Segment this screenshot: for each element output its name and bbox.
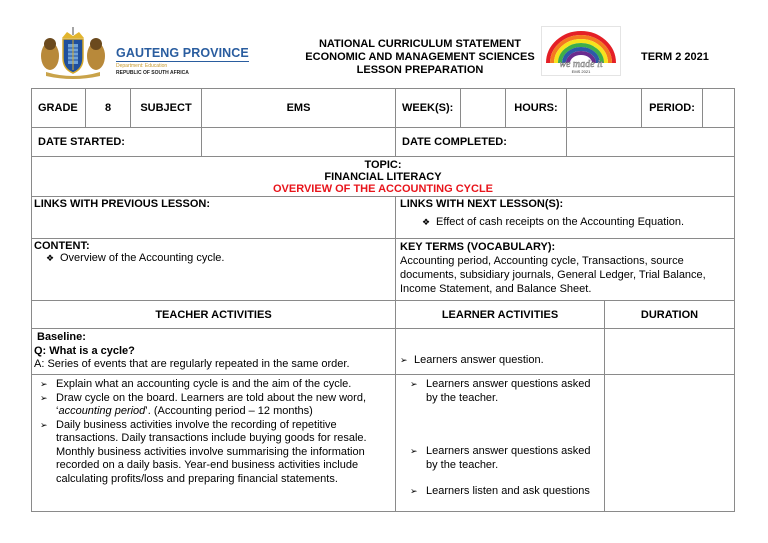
- coat-of-arms-icon: [38, 26, 108, 80]
- baseline-label: Baseline:: [37, 331, 86, 343]
- arrow-bullet-icon: ➢: [410, 446, 418, 456]
- teacher-item: ➢ Explain what an accounting cycle is and the aim of the cycle.: [40, 378, 352, 390]
- content-cell: [32, 239, 396, 301]
- grade-label: GRADE: [32, 89, 86, 128]
- logo-department: Department: Education: [116, 63, 168, 69]
- content-item: ❖ Overview of the Accounting cycle.: [46, 252, 225, 264]
- document-title: [270, 38, 570, 77]
- links-next-cell: [396, 197, 734, 239]
- baseline-answer: A: Series of events that are regularly repeated in the same order.: [34, 358, 350, 370]
- topic-main: FINANCIAL LITERACY: [324, 171, 442, 183]
- learner-item: ➢ Learners answer questions asked by the teacher.: [410, 378, 591, 404]
- diamond-bullet-icon: ❖: [46, 253, 55, 263]
- teacher-activities-header: TEACHER ACTIVITIES: [32, 301, 396, 329]
- period-value[interactable]: [703, 89, 734, 128]
- grade-value[interactable]: 8: [86, 89, 131, 128]
- teacher-item: ➢ Daily business activities involve the recording of repetitive transactions. Daily transactions include buying goods for resale. Monthly business activities involve summarising the information recorded on a daily basis. Year-end business activities include calculating profits/loss and preparing financial statements.: [40, 418, 367, 485]
- main-duration-cell[interactable]: [605, 375, 734, 511]
- topic-block: [32, 157, 734, 197]
- topic-sub: OVERVIEW OF THE ACCOUNTING CYCLE: [272, 183, 493, 195]
- baseline-learner-cell: [396, 329, 605, 375]
- teacher-item: ➢ Draw cycle on the board. Learners are told about the new word, ‘accounting period’. (Accounting period – 12 months): [40, 391, 367, 417]
- links-previous-label: LINKS WITH PREVIOUS LESSON:: [34, 198, 211, 210]
- topic-label: TOPIC:: [364, 159, 402, 171]
- title-line-2: ECONOMIC AND MANAGEMENT SCIENCES: [305, 51, 535, 63]
- baseline-learner-text: Learners answer question.: [414, 354, 544, 366]
- links-next-item: ❖ Effect of cash receipts on the Accounting Equation.: [422, 216, 685, 228]
- badge-subcaption: EMS 2021: [571, 69, 591, 74]
- hours-label: HOURS:: [506, 89, 567, 128]
- baseline-question: Q: What is a cycle?: [34, 344, 135, 357]
- main-teacher-cell: [32, 375, 396, 511]
- logo-title: GAUTENG PROVINCE: [116, 46, 249, 60]
- links-next-label: LINKS WITH NEXT LESSON(S):: [400, 198, 564, 210]
- arrow-bullet-icon: ➢: [40, 379, 48, 389]
- date-started-label: DATE STARTED:: [32, 128, 202, 157]
- baseline-duration-cell[interactable]: [605, 329, 734, 375]
- learner-activities-header: LEARNER ACTIVITIES: [396, 301, 605, 329]
- links-previous-cell: [32, 197, 396, 239]
- title-line-3: LESSON PREPARATION: [356, 64, 484, 76]
- badge-caption: we made it: [559, 59, 603, 70]
- term-label: TERM 2 2021: [641, 51, 709, 63]
- arrow-bullet-icon: ➢: [40, 392, 48, 403]
- key-terms-label: KEY TERMS (VOCABULARY):: [400, 241, 556, 253]
- key-terms-cell: [396, 239, 734, 301]
- diamond-bullet-icon: ❖: [422, 217, 431, 227]
- learner-item: ➢ Learners listen and ask questions: [410, 485, 590, 497]
- main-learner-cell: [396, 375, 605, 511]
- date-started-value[interactable]: [202, 128, 396, 157]
- title-line-1: NATIONAL CURRICULUM STATEMENT: [318, 38, 522, 50]
- subject-value[interactable]: EMS: [202, 89, 396, 128]
- hours-value[interactable]: [567, 89, 642, 128]
- subject-label: SUBJECT: [131, 89, 202, 128]
- we-made-it-badge: [541, 26, 621, 76]
- arrow-bullet-icon: ➢: [410, 486, 418, 496]
- content-label: CONTENT:: [34, 240, 90, 252]
- date-completed-label: DATE COMPLETED:: [396, 128, 567, 157]
- learner-item: ➢ Learners answer questions asked by the teacher.: [410, 445, 591, 471]
- period-label: PERIOD:: [642, 89, 703, 128]
- duration-header: DURATION: [605, 301, 734, 329]
- weeks-value[interactable]: [461, 89, 506, 128]
- baseline-teacher-cell: [32, 329, 396, 375]
- arrow-bullet-icon: ➢: [40, 419, 48, 430]
- arrow-bullet-icon: ➢: [400, 355, 408, 365]
- logo-country: REPUBLIC OF SOUTH AFRICA: [116, 70, 189, 76]
- date-completed-value[interactable]: [567, 128, 734, 157]
- arrow-bullet-icon: ➢: [410, 379, 418, 389]
- lesson-plan-table: [31, 88, 735, 512]
- weeks-label: WEEK(S):: [396, 89, 461, 128]
- key-terms-text: Accounting period, Accounting cycle, Transactions, source documents, subsidiary journals, General Ledger, Trial Balance, Income Statement, and Balance Sheet.: [400, 255, 706, 295]
- gauteng-province-logo: [38, 26, 249, 80]
- rainbow-icon: [542, 27, 620, 75]
